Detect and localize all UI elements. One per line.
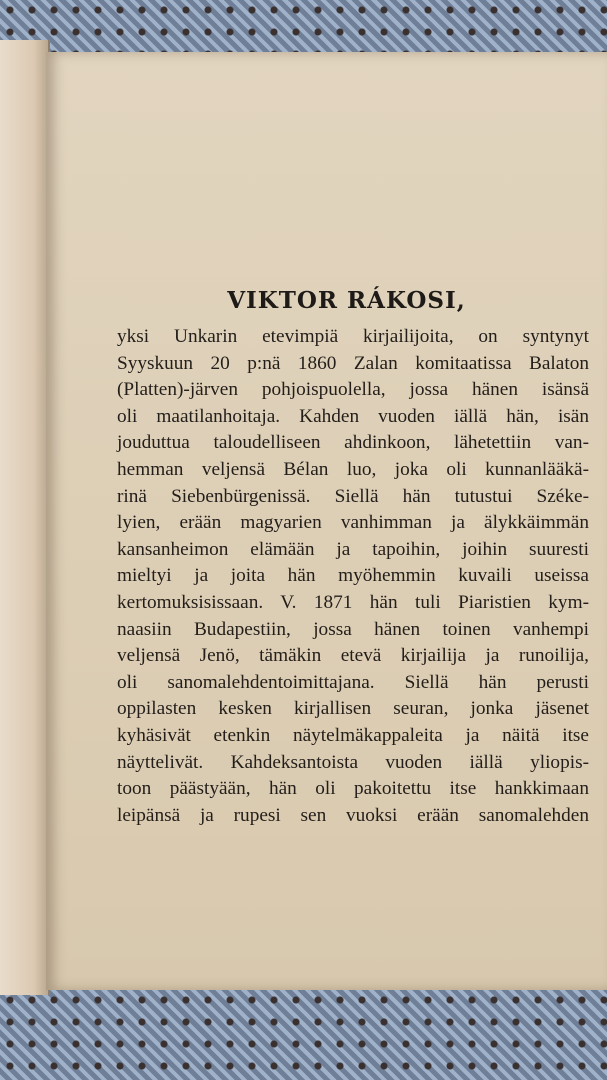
- text-line: kyhäsivät etenkin näytelmäkappaleita ja näitä itse: [117, 724, 589, 746]
- text-line: kansanheimon elämään ja tapoihin, joihin suuresti: [117, 538, 589, 560]
- text-line: jouduttua taloudelliseen ahdinkoon, lähetettiin van-: [117, 432, 589, 454]
- text-line: hemman veljensä Bélan luo, joka oli kunnanlääkä-: [117, 458, 589, 480]
- text-line: naasiin Budapestiin, jossa hänen toinen vanhempi: [117, 618, 589, 640]
- text-line: rinä Siebenbürgenissä. Siellä hän tutustui Széke-: [117, 485, 589, 507]
- text-line: mieltyi ja joita hän myöhemmin kuvaili useissa: [117, 565, 589, 587]
- text-line: toon päästyään, hän oli pakoitettu itse hankkimaan: [117, 778, 589, 800]
- text-line: (Platten)-järven pohjoispuolella, jossa hänen isänsä: [117, 379, 589, 401]
- page-title: VIKTOR RÁKOSI,: [227, 287, 466, 314]
- text-line: näyttelivät. Kahdeksantoista vuoden iällä yliopis-: [117, 751, 589, 773]
- text-line: Syyskuun 20 p:nä 1860 Zalan komitaatissa Balaton: [117, 352, 589, 374]
- body-text: [117, 324, 589, 829]
- text-line: veljensä Jenö, tämäkin etevä kirjailija ja runoilija,: [117, 645, 589, 667]
- text-line: leipänsä ja rupesi sen vuoksi erään sanomalehden: [117, 804, 589, 826]
- text-line: oli sanomalehdentoimittajana. Siellä hän perusti: [117, 671, 589, 693]
- text-line: oppilasten kesken kirjallisen seuran, jonka jäsenet: [117, 698, 589, 720]
- text-line: kertomuksisissaan. V. 1871 hän tuli Piaristien kym-: [117, 591, 589, 613]
- text-line: yksi Unkarin etevimpiä kirjailijoita, on syntynyt: [117, 326, 589, 347]
- text-line: lyien, erään magyarien vanhimman ja älykkäimmän: [117, 512, 589, 534]
- previous-page-edge: [0, 40, 50, 995]
- text-line: oli maatilanhoitaja. Kahden vuoden iällä hän, isän: [117, 405, 589, 427]
- book-page: [46, 52, 607, 990]
